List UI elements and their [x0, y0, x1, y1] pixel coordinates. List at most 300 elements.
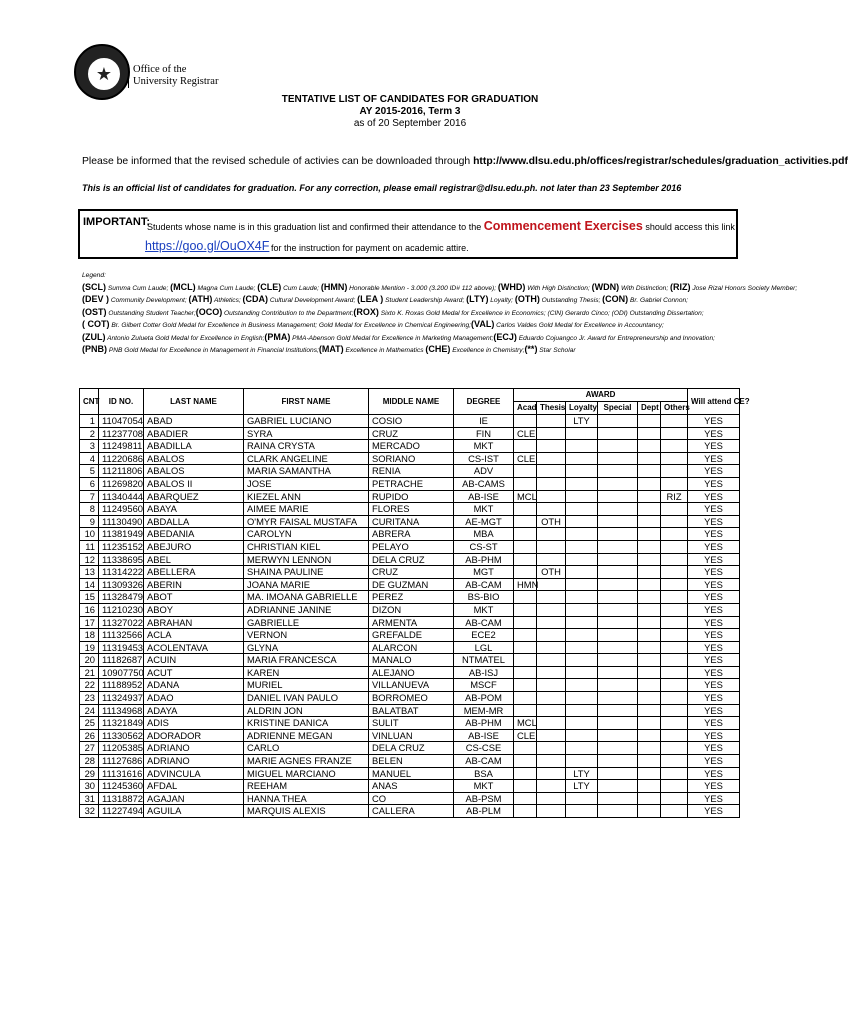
legend-line [82, 307, 742, 320]
legend-code: (CHE) [425, 344, 451, 354]
legend-line [82, 344, 742, 357]
cell-first-name: RAINA CRYSTA [244, 440, 369, 453]
cell-id: 11249560 [99, 503, 144, 516]
cell-dept [638, 465, 661, 478]
cell-id: 11237708 [99, 427, 144, 440]
legend-code: (OST) [82, 306, 107, 317]
cell-degree: AB-ISE [454, 729, 514, 742]
cell-first-name: ADRIENNE MEGAN [244, 729, 369, 742]
cell-others [661, 767, 688, 780]
cell-loyalty [566, 629, 598, 642]
cell-acad [514, 692, 537, 705]
cell-others [661, 654, 688, 667]
cell-middle-name: VILLANUEVA [369, 679, 454, 692]
cell-thesis [537, 767, 566, 780]
cell-acad: CLE [514, 729, 537, 742]
cell-first-name: REEHAM [244, 780, 369, 793]
cell-special [598, 415, 638, 428]
cell-cnt: 5 [80, 465, 99, 478]
cell-cnt: 19 [80, 641, 99, 654]
cell-thesis [537, 452, 566, 465]
legend-desc: With Distinction; [619, 284, 671, 292]
cell-degree: MSCF [454, 679, 514, 692]
cell-cnt: 11 [80, 540, 99, 553]
cell-last-name: ADRIANO [144, 755, 244, 768]
cell-middle-name: DIZON [369, 603, 454, 616]
cell-loyalty [566, 692, 598, 705]
cell-last-name: ABALOS [144, 465, 244, 478]
cell-special [598, 666, 638, 679]
cell-middle-name: ANAS [369, 780, 454, 793]
legend [82, 270, 798, 357]
cell-others [661, 603, 688, 616]
cell-dept [638, 427, 661, 440]
cell-dept [638, 440, 661, 453]
cell-dept [638, 717, 661, 730]
cell-cnt: 21 [80, 666, 99, 679]
important-highlight: Commencement Exercises [483, 219, 643, 233]
cell-acad: CLE [514, 452, 537, 465]
cell-id: 11127686 [99, 755, 144, 768]
cell-id: 11309326 [99, 578, 144, 591]
legend-desc: Loyalty; [488, 297, 515, 304]
cell-cnt: 32 [80, 805, 99, 818]
cell-middle-name: RENIA [369, 465, 454, 478]
legend-code: (PMA) [264, 331, 291, 342]
cell-others [661, 616, 688, 629]
legend-code: (MCL) [170, 281, 196, 292]
legend-desc: Cum Laude; [281, 284, 321, 292]
table-row [80, 578, 740, 591]
cell-degree: CS-ST [454, 540, 514, 553]
cell-cnt: 22 [80, 679, 99, 692]
cell-dept [638, 641, 661, 654]
cell-acad [514, 654, 537, 667]
cell-acad [514, 540, 537, 553]
cell-middle-name: DELA CRUZ [369, 742, 454, 755]
cell-loyalty [566, 666, 598, 679]
cell-id: 11131616 [99, 767, 144, 780]
cell-thesis [537, 578, 566, 591]
cell-middle-name: CO [369, 792, 454, 805]
table-row [80, 528, 740, 541]
cell-middle-name: MERCADO [369, 440, 454, 453]
cell-thesis [537, 792, 566, 805]
cell-id: 11330562 [99, 729, 144, 742]
cell-middle-name: PEREZ [369, 591, 454, 604]
cell-id: 11134968 [99, 704, 144, 717]
cell-loyalty [566, 578, 598, 591]
cell-id: 11327022 [99, 616, 144, 629]
cell-first-name: KIEZEL ANN [244, 490, 369, 503]
cell-thesis [537, 780, 566, 793]
cell-thesis: OTH [537, 515, 566, 528]
cell-last-name: ABADILLA [144, 440, 244, 453]
cell-acad: CLE [514, 427, 537, 440]
col-cnt: CNT [80, 389, 99, 415]
cell-others [661, 503, 688, 516]
cell-cnt: 27 [80, 742, 99, 755]
table-row [80, 792, 740, 805]
legend-code: (LEA ) [357, 294, 384, 304]
cell-loyalty [566, 553, 598, 566]
attire-link[interactable]: https://goo.gl/OuOX4F [145, 239, 270, 253]
cell-cnt: 18 [80, 629, 99, 642]
cell-loyalty [566, 503, 598, 516]
cell-degree: LGL [454, 641, 514, 654]
cell-last-name: ABEL [144, 553, 244, 566]
cell-last-name: ABDALLA [144, 515, 244, 528]
cell-first-name: GABRIEL LUCIANO [244, 415, 369, 428]
cell-loyalty [566, 490, 598, 503]
cell-middle-name: CRUZ [369, 566, 454, 579]
table-row [80, 666, 740, 679]
cell-special [598, 578, 638, 591]
cell-acad [514, 755, 537, 768]
cell-id: 11235152 [99, 540, 144, 553]
cell-thesis: OTH [537, 566, 566, 579]
col-thesis: Thesis [537, 402, 566, 415]
cell-cnt: 20 [80, 654, 99, 667]
cell-id: 11227494 [99, 805, 144, 818]
cell-degree: NTMATEL [454, 654, 514, 667]
cell-thesis [537, 805, 566, 818]
cell-first-name: HANNA THEA [244, 792, 369, 805]
schedule-notice [82, 156, 848, 167]
cell-attend: YES [688, 603, 740, 616]
cell-special [598, 755, 638, 768]
cell-acad [514, 465, 537, 478]
cell-acad: HMN [514, 578, 537, 591]
table-row [80, 415, 740, 428]
cell-id: 11321849 [99, 717, 144, 730]
cell-attend: YES [688, 578, 740, 591]
table-row [80, 477, 740, 490]
cell-degree: AB-CAM [454, 578, 514, 591]
table-row [80, 692, 740, 705]
cell-special [598, 780, 638, 793]
cell-first-name: GABRIELLE [244, 616, 369, 629]
cell-acad [514, 440, 537, 453]
important-label: IMPORTANT: [83, 216, 151, 228]
table-row [80, 704, 740, 717]
cell-acad [514, 603, 537, 616]
legend-code: DEV ) [85, 294, 110, 304]
cell-thesis [537, 603, 566, 616]
cell-first-name: KAREN [244, 666, 369, 679]
cell-thesis [537, 679, 566, 692]
cell-cnt: 7 [80, 490, 99, 503]
cell-loyalty [566, 679, 598, 692]
table-row [80, 566, 740, 579]
cell-acad [514, 515, 537, 528]
cell-first-name: VERNON [244, 629, 369, 642]
cell-others [661, 666, 688, 679]
cell-id: 11319453 [99, 641, 144, 654]
cell-last-name: ABARQUEZ [144, 490, 244, 503]
cell-degree: MKT [454, 440, 514, 453]
cell-loyalty [566, 440, 598, 453]
cell-special [598, 528, 638, 541]
legend-code: (ROX) [353, 306, 379, 317]
legend-desc: Outstanding Student Teacher; [106, 309, 196, 317]
cell-special [598, 805, 638, 818]
legend-code: (RIZ) [670, 281, 691, 292]
table-row [80, 805, 740, 818]
legend-desc: Excellence in Chemistry; [450, 347, 525, 354]
cell-id: 11328479 [99, 591, 144, 604]
official-notice: This is an official list of candidates for graduation. For any correction, please email registrar@dlsu.edu.ph. not later than 23 September 2016 [82, 183, 682, 193]
cell-dept [638, 578, 661, 591]
table-row [80, 780, 740, 793]
cell-attend: YES [688, 767, 740, 780]
cell-others: RIZ [661, 490, 688, 503]
cell-first-name: MERWYN LENNON [244, 553, 369, 566]
cell-last-name: ADIS [144, 717, 244, 730]
cell-cnt: 8 [80, 503, 99, 516]
cell-acad [514, 742, 537, 755]
cell-special [598, 641, 638, 654]
cell-attend: YES [688, 515, 740, 528]
col-acad: Acad [514, 402, 537, 415]
legend-desc: Sixto K. Roxas Gold Medal for Excellence in Economics; (CIN) Gerardo Cinco; (ODI) Outstanding Dissertation; [378, 309, 704, 317]
cell-attend: YES [688, 452, 740, 465]
cell-loyalty [566, 805, 598, 818]
cell-last-name: ABAD [144, 415, 244, 428]
cell-middle-name: ARMENTA [369, 616, 454, 629]
cell-degree: BS-BIO [454, 591, 514, 604]
cell-dept [638, 528, 661, 541]
legend-desc: Excellence in Mathematics [343, 347, 426, 354]
cell-attend: YES [688, 704, 740, 717]
cell-dept [638, 503, 661, 516]
cell-degree: AB-CAMS [454, 477, 514, 490]
schedule-link[interactable]: http://www.dlsu.edu.ph/offices/registrar/schedules/graduation_activities.pdf [473, 156, 848, 167]
cell-others [661, 528, 688, 541]
legend-code: (HMN) [320, 281, 348, 292]
cell-degree: AB-CAM [454, 616, 514, 629]
cell-last-name: ADANA [144, 679, 244, 692]
cell-dept [638, 767, 661, 780]
col-id: ID NO. [99, 389, 144, 415]
cell-dept [638, 566, 661, 579]
cell-dept [638, 629, 661, 642]
cell-degree: AB-PHM [454, 553, 514, 566]
cell-dept [638, 616, 661, 629]
legend-desc: Antonio Zulueta Gold Medal for Excellence in English; [105, 334, 265, 342]
cell-first-name: KRISTINE DANICA [244, 717, 369, 730]
important-text-after: should access this link [645, 222, 735, 232]
cell-special [598, 767, 638, 780]
cell-id: 11220686 [99, 452, 144, 465]
cell-others [661, 729, 688, 742]
cell-acad [514, 553, 537, 566]
cell-last-name: ACUT [144, 666, 244, 679]
cell-middle-name: MANUEL [369, 767, 454, 780]
cell-acad [514, 528, 537, 541]
cell-dept [638, 477, 661, 490]
cell-loyalty [566, 755, 598, 768]
cell-thesis [537, 591, 566, 604]
cell-acad [514, 591, 537, 604]
cell-first-name: CLARK ANGELINE [244, 452, 369, 465]
cell-id: 11130490 [99, 515, 144, 528]
cell-special [598, 742, 638, 755]
cell-loyalty [566, 742, 598, 755]
cell-id: 11182687 [99, 654, 144, 667]
legend-desc: Community Development; [109, 297, 189, 304]
cell-loyalty: LTY [566, 767, 598, 780]
cell-dept [638, 666, 661, 679]
cell-first-name: MARIE AGNES FRANZE [244, 755, 369, 768]
cell-loyalty [566, 591, 598, 604]
cell-loyalty [566, 792, 598, 805]
cell-last-name: ABEDANIA [144, 528, 244, 541]
cell-loyalty [566, 452, 598, 465]
legend-desc: Student Leadership Award; [383, 297, 467, 304]
cell-dept [638, 692, 661, 705]
cell-acad [514, 629, 537, 642]
cell-thesis [537, 692, 566, 705]
cell-others [661, 515, 688, 528]
cell-last-name: ADVINCULA [144, 767, 244, 780]
cell-others [661, 679, 688, 692]
col-others: Others [661, 402, 688, 415]
table-row [80, 440, 740, 453]
cell-thesis [537, 440, 566, 453]
cell-dept [638, 603, 661, 616]
cell-first-name: JOANA MARIE [244, 578, 369, 591]
cell-attend: YES [688, 427, 740, 440]
cell-middle-name: CURITANA [369, 515, 454, 528]
cell-id: 11245360 [99, 780, 144, 793]
cell-middle-name: GREFALDE [369, 629, 454, 642]
cell-cnt: 30 [80, 780, 99, 793]
cell-last-name: AGUILA [144, 805, 244, 818]
table-row [80, 767, 740, 780]
cell-dept [638, 452, 661, 465]
cell-loyalty [566, 729, 598, 742]
cell-first-name: SYRA [244, 427, 369, 440]
candidates-body [80, 415, 740, 818]
cell-first-name: CHRISTIAN KIEL [244, 540, 369, 553]
cell-loyalty [566, 704, 598, 717]
cell-loyalty [566, 528, 598, 541]
col-special: Special [598, 402, 638, 415]
col-first-name: FIRST NAME [244, 389, 369, 415]
cell-others [661, 440, 688, 453]
cell-acad: MCL [514, 717, 537, 730]
legend-code: (WDN) [591, 281, 620, 292]
cell-others [661, 578, 688, 591]
cell-acad [514, 641, 537, 654]
office-line-2: University Registrar [133, 76, 219, 87]
cell-first-name: ALDRIN JON [244, 704, 369, 717]
cell-dept [638, 654, 661, 667]
legend-code: (SCL) [82, 281, 106, 292]
cell-last-name: AGAJAN [144, 792, 244, 805]
legend-code: (OTH) [514, 294, 540, 304]
legend-code: (CON) [602, 294, 629, 304]
cell-attend: YES [688, 528, 740, 541]
legend-code: (OCO) [195, 306, 223, 317]
cell-special [598, 679, 638, 692]
cell-dept [638, 490, 661, 503]
cell-dept [638, 792, 661, 805]
col-award: AWARD [514, 389, 688, 402]
cell-cnt: 12 [80, 553, 99, 566]
cell-middle-name: SULIT [369, 717, 454, 730]
cell-first-name: CARLO [244, 742, 369, 755]
cell-special [598, 452, 638, 465]
cell-others [661, 704, 688, 717]
cell-attend: YES [688, 566, 740, 579]
cell-attend: YES [688, 654, 740, 667]
cell-thesis [537, 553, 566, 566]
cell-id: 11340444 [99, 490, 144, 503]
legend-line [82, 294, 742, 307]
cell-degree: AB-ISJ [454, 666, 514, 679]
legend-line [82, 319, 742, 332]
col-dept: Dept [638, 402, 661, 415]
cell-loyalty [566, 641, 598, 654]
cell-acad [514, 792, 537, 805]
cell-acad: MCL [514, 490, 537, 503]
cell-first-name: MIGUEL MARCIANO [244, 767, 369, 780]
important-box [78, 209, 738, 259]
cell-cnt: 31 [80, 792, 99, 805]
cell-first-name: CAROLYN [244, 528, 369, 541]
table-row [80, 515, 740, 528]
legend-desc: Outstanding Contribution to the Department; [222, 309, 354, 317]
cell-last-name: ACUIN [144, 654, 244, 667]
legend-lines [82, 281, 798, 357]
cell-special [598, 566, 638, 579]
cell-last-name: ABAYA [144, 503, 244, 516]
cell-thesis [537, 465, 566, 478]
table-row [80, 755, 740, 768]
legend-desc: Eduardo Cojuangco Jr. Award for Entrepreneurship and Innovation; [516, 334, 715, 342]
cell-last-name: ABELLERA [144, 566, 244, 579]
cell-cnt: 24 [80, 704, 99, 717]
cell-special [598, 427, 638, 440]
table-row [80, 427, 740, 440]
cell-cnt: 16 [80, 603, 99, 616]
cell-acad [514, 679, 537, 692]
legend-desc: Outstanding Thesis; [539, 297, 603, 304]
cell-dept [638, 515, 661, 528]
cell-cnt: 9 [80, 515, 99, 528]
cell-dept [638, 755, 661, 768]
cell-acad [514, 566, 537, 579]
cell-cnt: 26 [80, 729, 99, 742]
cell-special [598, 729, 638, 742]
cell-attend: YES [688, 780, 740, 793]
cell-first-name: O'MYR FAISAL MUSTAFA [244, 515, 369, 528]
document-title: TENTATIVE LIST OF CANDIDATES FOR GRADUATION [281, 94, 539, 105]
cell-dept [638, 704, 661, 717]
office-line-1: Office of the [133, 64, 187, 75]
cell-attend: YES [688, 641, 740, 654]
cell-last-name: AFDAL [144, 780, 244, 793]
cell-id: 11249811 [99, 440, 144, 453]
important-text [147, 219, 735, 233]
cell-thesis [537, 641, 566, 654]
legend-code: (**) [524, 344, 538, 354]
cell-loyalty [566, 427, 598, 440]
cell-others [661, 641, 688, 654]
important-text-before: Students whose name is in this graduation list and confirmed their attendance to the [147, 222, 482, 232]
